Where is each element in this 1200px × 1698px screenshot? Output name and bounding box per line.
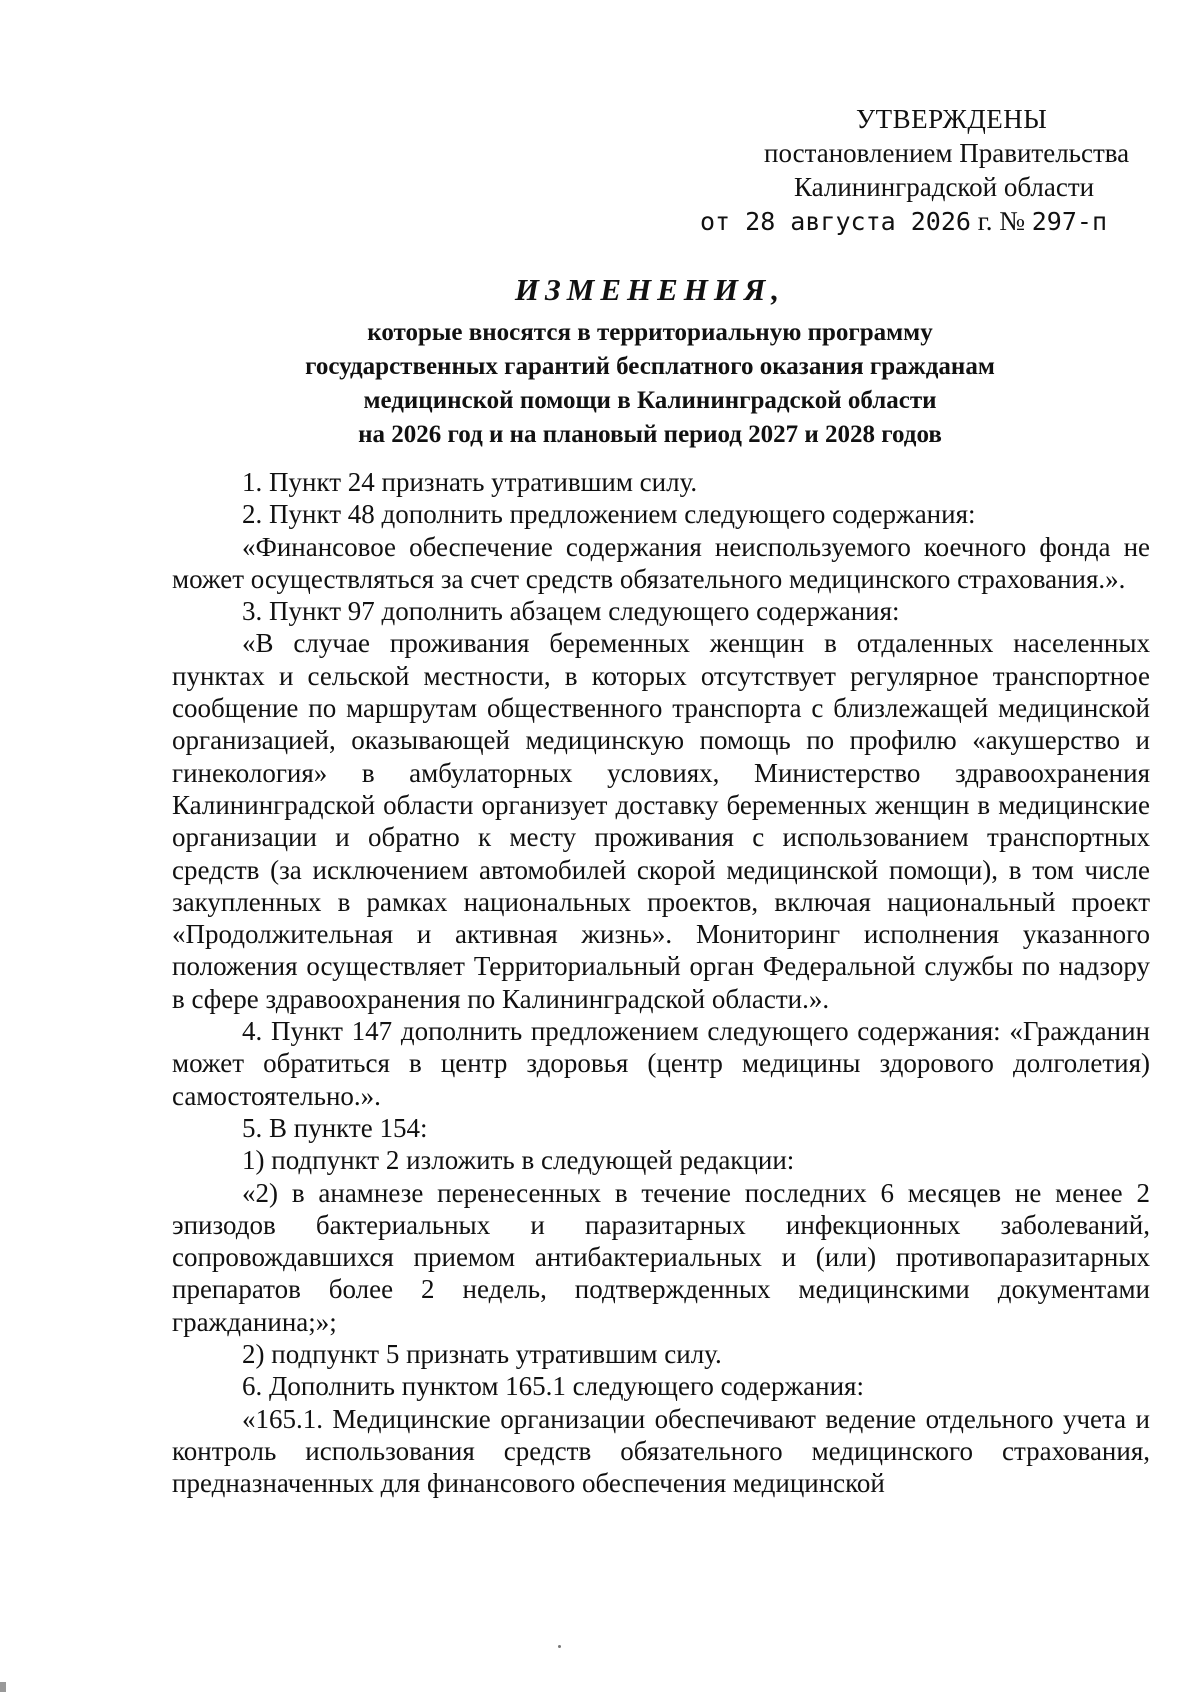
- approval-line-date: [700, 204, 1150, 239]
- scan-edge-mark: [0, 1682, 6, 1692]
- paragraph-item-5: 5. В пункте 154:: [242, 1112, 428, 1143]
- paragraph-item-1: 1. Пункт 24 признать утратившим силу.: [242, 467, 698, 497]
- paragraph-subitem-2: 2) подпункт 5 признать утратившим силу.: [242, 1339, 722, 1370]
- title-line-2: государственных гарантий бесплатного оказания гражданам: [305, 353, 995, 380]
- title-line-1: которые вносятся в территориальную программу: [367, 319, 933, 346]
- paragraph-quote-2: «В случае проживания беременных женщин в отдаленных населенных пунктах и сельской местности, в которых отсутствует регулярное транспортное сообщение по маршрутам общественного транспорта с близлежащей медицинской организацией, оказывающей медицинскую помощь по профилю «акушерство и гинекология» в амбулаторных условиях, Министерство здравоохранения Калининградской области организует доставку беременных женщин в медицинские организации и обратно к месту проживания с использованием транспортных средств (за исключением автомобилей скорой медицинской помощи), в том числе закупленных в рамках национальных проектов, включая национальный проект «Продолжительная и активная жизнь». Мониторинг исполнения указанного положения осуществляет Территориальный орган Федеральной службы по надзору в сфере здравоохранения по Калининградской области.».: [172, 628, 1150, 1014]
- scan-speck: [558, 1645, 561, 1648]
- paragraph-quote-3: «2) в анамнезе перенесенных в течение последних 6 месяцев не менее 2 эпизодов бактериальных и паразитарных инфекционных заболеваний, сопровождавшихся приемом антибактериальных и (или) противопаразитарных препаратов более 2 недель, подтвержденных медицинскими документами гражданина;»;: [172, 1177, 1150, 1337]
- paragraph-item-3: 3. Пункт 97 дополнить абзацем следующего содержания:: [242, 596, 900, 627]
- approval-date: от 28 августа 2026: [700, 207, 971, 236]
- paragraph-subitem-1: 1) подпункт 2 изложить в следующей редакции:: [242, 1145, 795, 1176]
- title-line-4: на 2026 год и на плановый период 2027 и 2028 годов: [358, 421, 942, 448]
- paragraph-item-6: 6. Дополнить пунктом 165.1 следующего содержания:: [242, 1371, 864, 1402]
- approval-heading: УТВЕРЖДЕНЫ: [856, 104, 1048, 134]
- approval-date-separator: г. №: [970, 206, 1032, 236]
- document-title: [170, 268, 1130, 452]
- title-line-3: медицинской помощи в Калининградской области: [363, 387, 937, 414]
- paragraph-item-4: 4. Пункт 147 дополнить предложением следующего содержания: «Гражданин может обратиться в центр здоровья (центр медицины здорового долголетия) самостоятельно.».: [172, 1016, 1150, 1111]
- paragraph-quote-4: «165.1. Медицинские организации обеспечивают ведение отдельного учета и контроль использования средств обязательного медицинского страхования, предназначенных для финансового обеспечения медицинской: [172, 1403, 1150, 1499]
- approval-line-region: Калининградской области: [794, 172, 1095, 202]
- document-body: [172, 466, 1150, 1500]
- paragraph-item-2: 2. Пункт 48 дополнить предложением следующего содержания:: [242, 499, 976, 530]
- approval-line-decree: постановлением Правительства: [764, 138, 1130, 168]
- title-heading: ИЗМЕНЕНИЯ,: [514, 272, 786, 307]
- paragraph-quote-1: «Финансовое обеспечение содержания неиспользуемого коечного фонда не может осуществляться за счет средств обязательного медицинского страхования.».: [172, 531, 1150, 594]
- approval-number: 297-п: [1031, 207, 1107, 236]
- approval-stamp: [680, 102, 1150, 239]
